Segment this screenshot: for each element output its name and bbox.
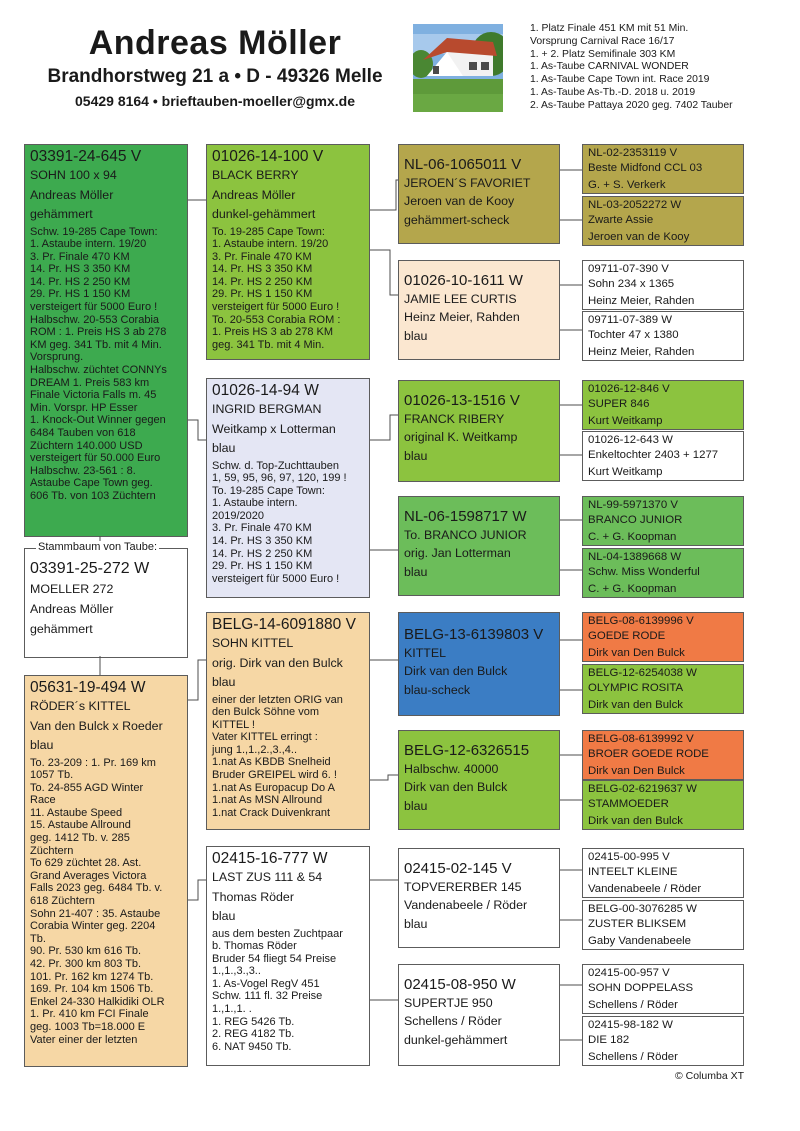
achievement-line: 1. As-Taube CARNIVAL WONDER — [530, 61, 689, 73]
ggg-parent-card[interactable] — [582, 311, 744, 361]
mother-breeder: Van den Bulck x Roeder — [30, 718, 163, 733]
gggp-breeder: Schellens / Röder — [588, 1050, 678, 1063]
grandparent-color: dunkel-gehämmert — [212, 207, 316, 221]
ggg-parent-card[interactable] — [582, 964, 744, 1014]
great-grandparent-card[interactable] — [398, 496, 560, 596]
gggp-ring: BELG-12-6254038 W — [588, 667, 697, 679]
ggp-color: dunkel-gehämmert — [404, 1032, 508, 1047]
ggp-breeder: Vandenabeele / Röder — [404, 898, 528, 913]
gggp-ring: BELG-08-6139992 V — [588, 733, 694, 745]
gggp-name: Zwarte Assie — [588, 214, 654, 226]
ggp-color: blau — [404, 564, 428, 579]
ggp-name: To. BRANCO JUNIOR — [404, 528, 527, 542]
ggp-ring: NL-06-1598717 W — [404, 508, 527, 525]
achievement-line: 1. As-Taube Cape Town int. Race 2019 — [530, 74, 710, 86]
grandparent-name: SOHN KITTEL — [212, 636, 294, 650]
gggp-breeder: Heinz Meier, Rahden — [588, 294, 695, 307]
grandparent-info: To. 19-285 Cape Town: 1. Astaube intern. 19/20 3. Pr. Finale 470 KM 14. Pr. HS 3 350 KM 14. Pr. HS 2 250 KM 29. Pr. HS 1 150 KM versteigert für 5000 Euro ! To. 20-553 Corabia ROM : 1. Preis HS 3 ab 278 KM geg. 341 Tb. mit 4 Min. — [212, 225, 341, 351]
gggp-breeder: C. + G. Koopman — [588, 582, 677, 595]
breeder-contact: 05429 8164 • brieftauben-moeller@gmx.de — [75, 93, 355, 109]
grandparent-card[interactable] — [206, 378, 370, 598]
ggp-color: blau — [404, 916, 428, 931]
grandparent-ring: 01026-14-100 V — [212, 148, 324, 165]
great-grandparent-card[interactable] — [398, 144, 560, 244]
ggp-color: gehämmert-scheck — [404, 212, 510, 227]
ggp-ring: BELG-13-6139803 V — [404, 626, 544, 643]
gggp-breeder: Schellens / Röder — [588, 998, 678, 1011]
grandparent-card[interactable] — [206, 612, 370, 830]
ggg-parent-card[interactable] — [582, 548, 744, 598]
ggp-name: KITTEL — [404, 646, 446, 660]
gggp-name: DIE 182 — [588, 1034, 630, 1046]
grandparent-info: Schw. d. Top-Zuchttauben 1, 59, 95, 96, 97, 120, 199 ! To. 19-285 Cape Town: 1. Astaube intern. 2019/2020 3. Pr. Finale 470 KM 14. Pr. HS 3 350 KM 14. Pr. HS 2 250 KM 29. Pr. HS 1 150 KM versteigert für 5000 Euro ! — [212, 459, 347, 585]
gggp-ring: 02415-00-957 V — [588, 967, 670, 979]
ggg-parent-card[interactable] — [582, 900, 744, 950]
gggp-name: Tochter 47 x 1380 — [588, 329, 679, 341]
grandparent-breeder: orig. Dirk van den Bulck — [212, 655, 343, 670]
gggp-ring: NL-02-2353119 V — [588, 147, 678, 159]
ggp-ring: 01026-13-1516 V — [404, 392, 520, 409]
gggp-name: GOEDE RODE — [588, 630, 666, 642]
subject-card[interactable] — [24, 548, 188, 658]
ggg-parent-card[interactable] — [582, 848, 744, 898]
gggp-ring: NL-04-1389668 W — [588, 551, 682, 563]
ggp-color: blau — [404, 328, 428, 343]
father-info: Schw. 19-285 Cape Town: 1. Astaube intern. 19/20 3. Pr. Finale 470 KM 14. Pr. HS 3 350 KM 14. Pr. HS 2 250 KM 29. Pr. HS 1 150 KM versteigert für 5000 Euro ! Halbschw. 20-553 Corabia ROM : 1. Preis HS 3 ab 278 KM geg. 341 Tb. mit 4 Min. Vorsprung. Halbschw. züchtet CONNYs DREAM 1. Preis 583 km Finale Victoria Falls m. 45 Min. Vorspr. HP Esser 1. Knock-Out Winner gegen 6484 Tauben von 618 Züchtern 140.000 USD versteigert für 50.000 Euro Halbschw. 23-561 : 8. Astaube Cape Town geg. 606 Tb. von 103 Züchtern — [30, 225, 167, 502]
ggp-name: JEROEN´S FAVORIET — [404, 176, 531, 190]
ggg-parent-card[interactable] — [582, 196, 744, 246]
ggp-breeder: original K. Weitkamp — [404, 430, 518, 445]
great-grandparent-card[interactable] — [398, 380, 560, 482]
great-grandparent-card[interactable] — [398, 964, 560, 1066]
father-ring: 03391-24-645 V — [30, 148, 142, 165]
ggp-ring: BELG-12-6326515 — [404, 742, 530, 759]
ggp-breeder: orig. Jan Lotterman — [404, 546, 511, 561]
gggp-ring: 02415-00-995 V — [588, 851, 670, 863]
gggp-ring: BELG-02-6219637 W — [588, 783, 697, 795]
ggg-parent-card[interactable] — [582, 380, 744, 430]
ggp-ring: 01026-10-1611 W — [404, 272, 523, 289]
grandparent-ring: 02415-16-777 W — [212, 850, 328, 867]
grandparent-color: blau — [212, 909, 236, 923]
ggp-breeder: Heinz Meier, Rahden — [404, 310, 520, 325]
gggp-breeder: Jeroen van de Kooy — [588, 230, 690, 243]
gggp-ring: 01026-12-643 W — [588, 434, 673, 446]
ggp-name: SUPERTJE 950 — [404, 996, 493, 1010]
ggp-name: TOPVERERBER 145 — [404, 880, 522, 894]
gggp-breeder: Dirk van Den Bulck — [588, 764, 685, 777]
ggp-color: blau-scheck — [404, 682, 471, 697]
grandparent-breeder: Thomas Röder — [212, 889, 294, 904]
ggg-parent-card[interactable] — [582, 496, 744, 546]
ggp-ring: 02415-08-950 W — [404, 976, 516, 993]
grandparent-info: einer der letzten ORIG van den Bulck Söhne vom KITTEL ! Vater KITTEL erringt : jung 1.,1.,2.,3.,4.. 1.nat As KBDB Snelheid Bruder GREIPEL wird 6. ! 1.nat As Europacup Do A 1.nat As MSN Allround 1.nat Crack Duivenkrant — [212, 693, 343, 819]
subject-label: Stammbaum von Taube: — [38, 541, 158, 553]
gggp-name: Schw. Miss Wonderful — [588, 566, 700, 578]
ggg-parent-card[interactable] — [582, 612, 744, 662]
father-name: SOHN 100 x 94 — [30, 168, 117, 182]
gggp-ring: 09711-07-390 V — [588, 263, 669, 275]
ggg-parent-card[interactable] — [582, 1016, 744, 1066]
achievement-line: 1. + 2. Platz Semifinale 303 KM — [530, 48, 676, 60]
breeder-name: Andreas Möller — [88, 24, 342, 62]
ggp-color: blau — [404, 798, 428, 813]
subject-color: gehämmert — [30, 622, 93, 636]
house-photo — [413, 24, 503, 112]
father-breeder: Andreas Möller — [30, 187, 114, 202]
grandparent-color: blau — [212, 441, 236, 455]
gggp-name: INTEELT KLEINE — [588, 866, 678, 878]
great-grandparent-card[interactable] — [398, 260, 560, 360]
gggp-breeder: Kurt Weitkamp — [588, 414, 663, 427]
ggg-parent-card[interactable] — [582, 144, 744, 194]
ggg-parent-card[interactable] — [582, 780, 744, 830]
mother-ring: 05631-19-494 W — [30, 679, 146, 696]
mother-color: blau — [30, 738, 54, 752]
gggp-ring: BELG-08-6139996 V — [588, 615, 694, 627]
subject-breeder: Andreas Möller — [30, 602, 114, 616]
grandparent-name: INGRID BERGMAN — [212, 402, 322, 416]
great-grandparent-card[interactable] — [398, 612, 560, 716]
gggp-ring: 01026-12-846 V — [588, 383, 670, 395]
gggp-name: Beste Midfond CCL 03 — [588, 162, 703, 174]
father-card[interactable] — [24, 144, 188, 537]
ggp-breeder: Dirk van den Bulck — [404, 780, 508, 795]
gggp-breeder: Gaby Vandenabeele — [588, 934, 692, 947]
gggp-breeder: Dirk van den Bulck — [588, 698, 683, 711]
gggp-name: Sohn 234 x 1365 — [588, 278, 675, 290]
mother-name: RÖDER´s KITTEL — [30, 699, 131, 713]
ggp-name: JAMIE LEE CURTIS — [404, 292, 517, 306]
mother-info: To. 23-209 : 1. Pr. 169 km 1057 Tb. To. 24-855 AGD Winter Race 11. Astaube Speed 15. Astaube Allround geg. 1412 Tb. v. 285 Züchtern To 629 züchtet 28. Ast. Grand Averages Victora Falls 2023 geg. 6484 Tb. v. 618 Züchtern Sohn 21-407 : 35. Astaube Corabia Winter geg. 2204 Tb. 90. Pr. 530 km 616 Tb. 42. Pr. 300 km 803 Tb. 101. Pr. 162 km 1274 Tb. 169. Pr. 104 km 1506 Tb. Enkel 24-330 Halkidiki OLR 1. Pr. 410 km FCI Finale geg. 1003 Tb=18.000 E Vater einer der letzten — [30, 756, 165, 1046]
copyright-footer: © Columba XT — [674, 1070, 744, 1082]
gggp-name: STAMMOEDER — [588, 798, 669, 810]
grandparent-info: aus dem besten Zuchtpaar b. Thomas Röder Bruder 54 fliegt 54 Preise 1.,1.,3.,3.. 1. As-Vogel RegV 451 Schw. 111 fl. 32 Preise 1.,1.,1. . 1. REG 5426 Tb. 2. REG 4182 Tb. 6. NAT 9450 Tb. — [212, 927, 343, 1053]
gggp-breeder: Vandenabeele / Röder — [588, 882, 702, 895]
achievement-line: Vorsprung Carnival Race 16/17 — [530, 35, 675, 47]
grandparent-breeder: Andreas Möller — [212, 187, 296, 202]
grandparent-name: LAST ZUS 111 & 54 — [212, 870, 323, 884]
ggp-name: FRANCK RIBERY — [404, 412, 505, 426]
gggp-breeder: Kurt Weitkamp — [588, 465, 663, 478]
ggp-ring: 02415-02-145 V — [404, 860, 512, 877]
gggp-name: Enkeltochter 2403 + 1277 — [588, 449, 719, 461]
gggp-name: ZUSTER BLIKSEM — [588, 918, 687, 930]
father-color: gehämmert — [30, 207, 93, 221]
achievement-line: 1. As-Taube As-Tb.-D. 2018 u. 2019 — [530, 86, 696, 98]
grandparent-card[interactable] — [206, 846, 370, 1066]
ggg-parent-card[interactable] — [582, 260, 744, 310]
breeder-address: Brandhorstweg 21 a • D - 49326 Melle — [47, 66, 383, 87]
grandparent-card[interactable] — [206, 144, 370, 360]
grandparent-breeder: Weitkamp x Lotterman — [212, 421, 336, 436]
gggp-breeder: Dirk van Den Bulck — [588, 646, 685, 659]
gggp-ring: NL-03-2052272 W — [588, 199, 682, 211]
gggp-name: SOHN DOPPELASS — [588, 982, 694, 994]
subject-ring: 03391-25-272 W — [30, 560, 150, 577]
grandparent-ring: BELG-14-6091880 V — [212, 616, 356, 633]
gggp-name: OLYMPIC ROSITA — [588, 682, 684, 694]
great-grandparent-card[interactable] — [398, 848, 560, 948]
ggp-breeder: Jeroen van de Kooy — [404, 194, 515, 209]
great-grandparent-card[interactable] — [398, 730, 560, 830]
ggp-breeder: Schellens / Röder — [404, 1014, 502, 1029]
gggp-ring: BELG-00-3076285 W — [588, 903, 697, 915]
gggp-ring: NL-99-5971370 V — [588, 499, 678, 511]
achievement-line: 2. As-Taube Pattaya 2020 geg. 7402 Tauber — [530, 99, 733, 111]
ggp-name: Halbschw. 40000 — [404, 762, 499, 776]
gggp-breeder: Dirk van den Bulck — [588, 814, 683, 827]
gggp-name: SUPER 846 — [588, 398, 650, 410]
gggp-breeder: C. + G. Koopman — [588, 530, 677, 543]
gggp-name: BROER GOEDE RODE — [588, 748, 709, 760]
grandparent-ring: 01026-14-94 W — [212, 382, 319, 399]
ggp-ring: NL-06-1065011 V — [404, 156, 522, 173]
grandparent-color: blau — [212, 675, 236, 689]
mother-card[interactable] — [24, 675, 188, 1067]
ggp-color: blau — [404, 448, 428, 463]
achievements-list — [530, 23, 795, 113]
gggp-ring: 09711-07-389 W — [588, 314, 673, 326]
gggp-breeder: G. + S. Verkerk — [588, 178, 666, 191]
achievement-line: 1. Platz Finale 451 KM mit 51 Min. — [530, 23, 689, 34]
grandparent-name: BLACK BERRY — [212, 168, 299, 182]
ggg-parent-card[interactable] — [582, 730, 744, 780]
gggp-name: BRANCO JUNIOR — [588, 514, 683, 526]
ggg-parent-card[interactable] — [582, 664, 744, 714]
ggg-parent-card[interactable] — [582, 431, 744, 481]
gggp-breeder: Heinz Meier, Rahden — [588, 345, 695, 358]
subject-name: MOELLER 272 — [30, 582, 114, 596]
ggp-breeder: Dirk van den Bulck — [404, 664, 508, 679]
gggp-ring: 02415-98-182 W — [588, 1019, 673, 1031]
